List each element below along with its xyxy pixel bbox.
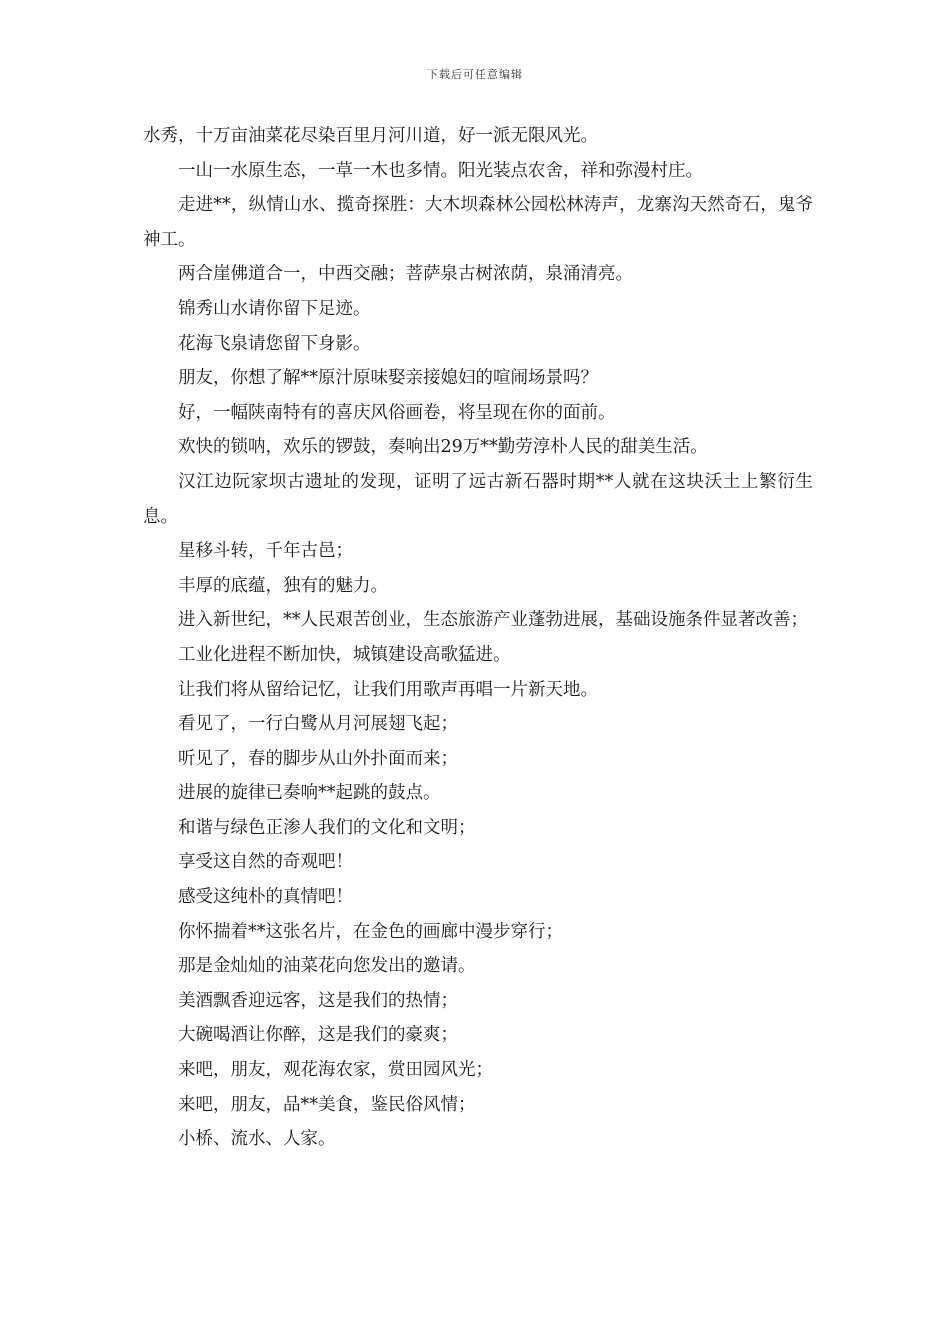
paragraph: 你怀揣着**这张名片，在金色的画廊中漫步穿行； xyxy=(178,921,563,942)
paragraph: 来吧，朋友，品**美食，鉴民俗风情； xyxy=(178,1094,476,1115)
paragraph: 汉江边阮家坝古遗址的发现，证明了远古新石器时期**人就在这块沃土上繁衍生息。 xyxy=(143,471,813,527)
paragraph: 看见了，一行白鹭从月河展翅飞起； xyxy=(178,714,458,735)
paragraph: 水秀，十万亩油菜花尽染百里月河川道，好一派无限风光。 xyxy=(143,126,598,146)
paragraph: 朋友，你想了解**原汁原味娶亲接媳妇的喧闹场景吗？ xyxy=(178,368,598,389)
paragraph: 丰厚的底蕴，独有的魅力。 xyxy=(178,575,388,596)
header-note: 下载后可任意编辑 xyxy=(427,68,523,81)
paragraph: 享受这自然的奇观吧！ xyxy=(178,852,353,873)
paragraph: 一山一水原生态，一草一木也多情。阳光装点农舍，祥和弥漫村庄。 xyxy=(178,160,703,181)
document-body xyxy=(143,119,813,1157)
paragraph: 感受这纯朴的真情吧！ xyxy=(178,887,353,908)
paragraph: 星移斗转，千年古邑； xyxy=(178,541,353,562)
paragraph: 进入新世纪，**人民艰苦创业，生态旅游产业蓬勃进展，基础设施条件显著改善； xyxy=(178,610,808,631)
paragraph: 两合崖佛道合一，中西交融；菩萨泉古树浓荫，泉涌清亮。 xyxy=(178,264,633,285)
paragraph: 听见了，春的脚步从山外扑面而来； xyxy=(178,748,458,769)
paragraph: 走进**，纵情山水、揽奇探胜：大木坝森林公园松林涛声，龙寨沟天然奇石，鬼爷神工。 xyxy=(143,195,813,250)
paragraph: 那是金灿灿的油菜花向您发出的邀请。 xyxy=(178,956,476,977)
paragraph: 大碗喝酒让你醉，这是我们的豪爽； xyxy=(178,1025,458,1046)
paragraph: 锦秀山水请你留下足迹。 xyxy=(178,298,371,319)
paragraph: 好，一幅陕南特有的喜庆风俗画卷，将呈现在你的面前。 xyxy=(178,402,616,423)
paragraph: 来吧，朋友，观花海农家，赏田园风光； xyxy=(178,1060,493,1081)
paragraph: 进展的旋律已奏响**起跳的鼓点。 xyxy=(178,783,441,804)
paragraph: 和谐与绿色正渗人我们的文化和文明； xyxy=(178,817,476,838)
paragraph: 美酒飘香迎远客，这是我们的热情； xyxy=(178,990,458,1011)
paragraph: 欢快的锁呐，欢乐的锣鼓，奏响出29万**勤劳淳朴人民的甜美生活。 xyxy=(178,437,708,458)
paragraph: 小桥、流水、人家。 xyxy=(178,1129,336,1150)
paragraph: 花海飞泉请您留下身影。 xyxy=(178,333,371,354)
paragraph: 让我们将从留给记忆，让我们用歌声再唱一片新天地。 xyxy=(178,679,598,700)
paragraph: 工业化进程不断加快，城镇建设高歌猛进。 xyxy=(178,644,511,665)
